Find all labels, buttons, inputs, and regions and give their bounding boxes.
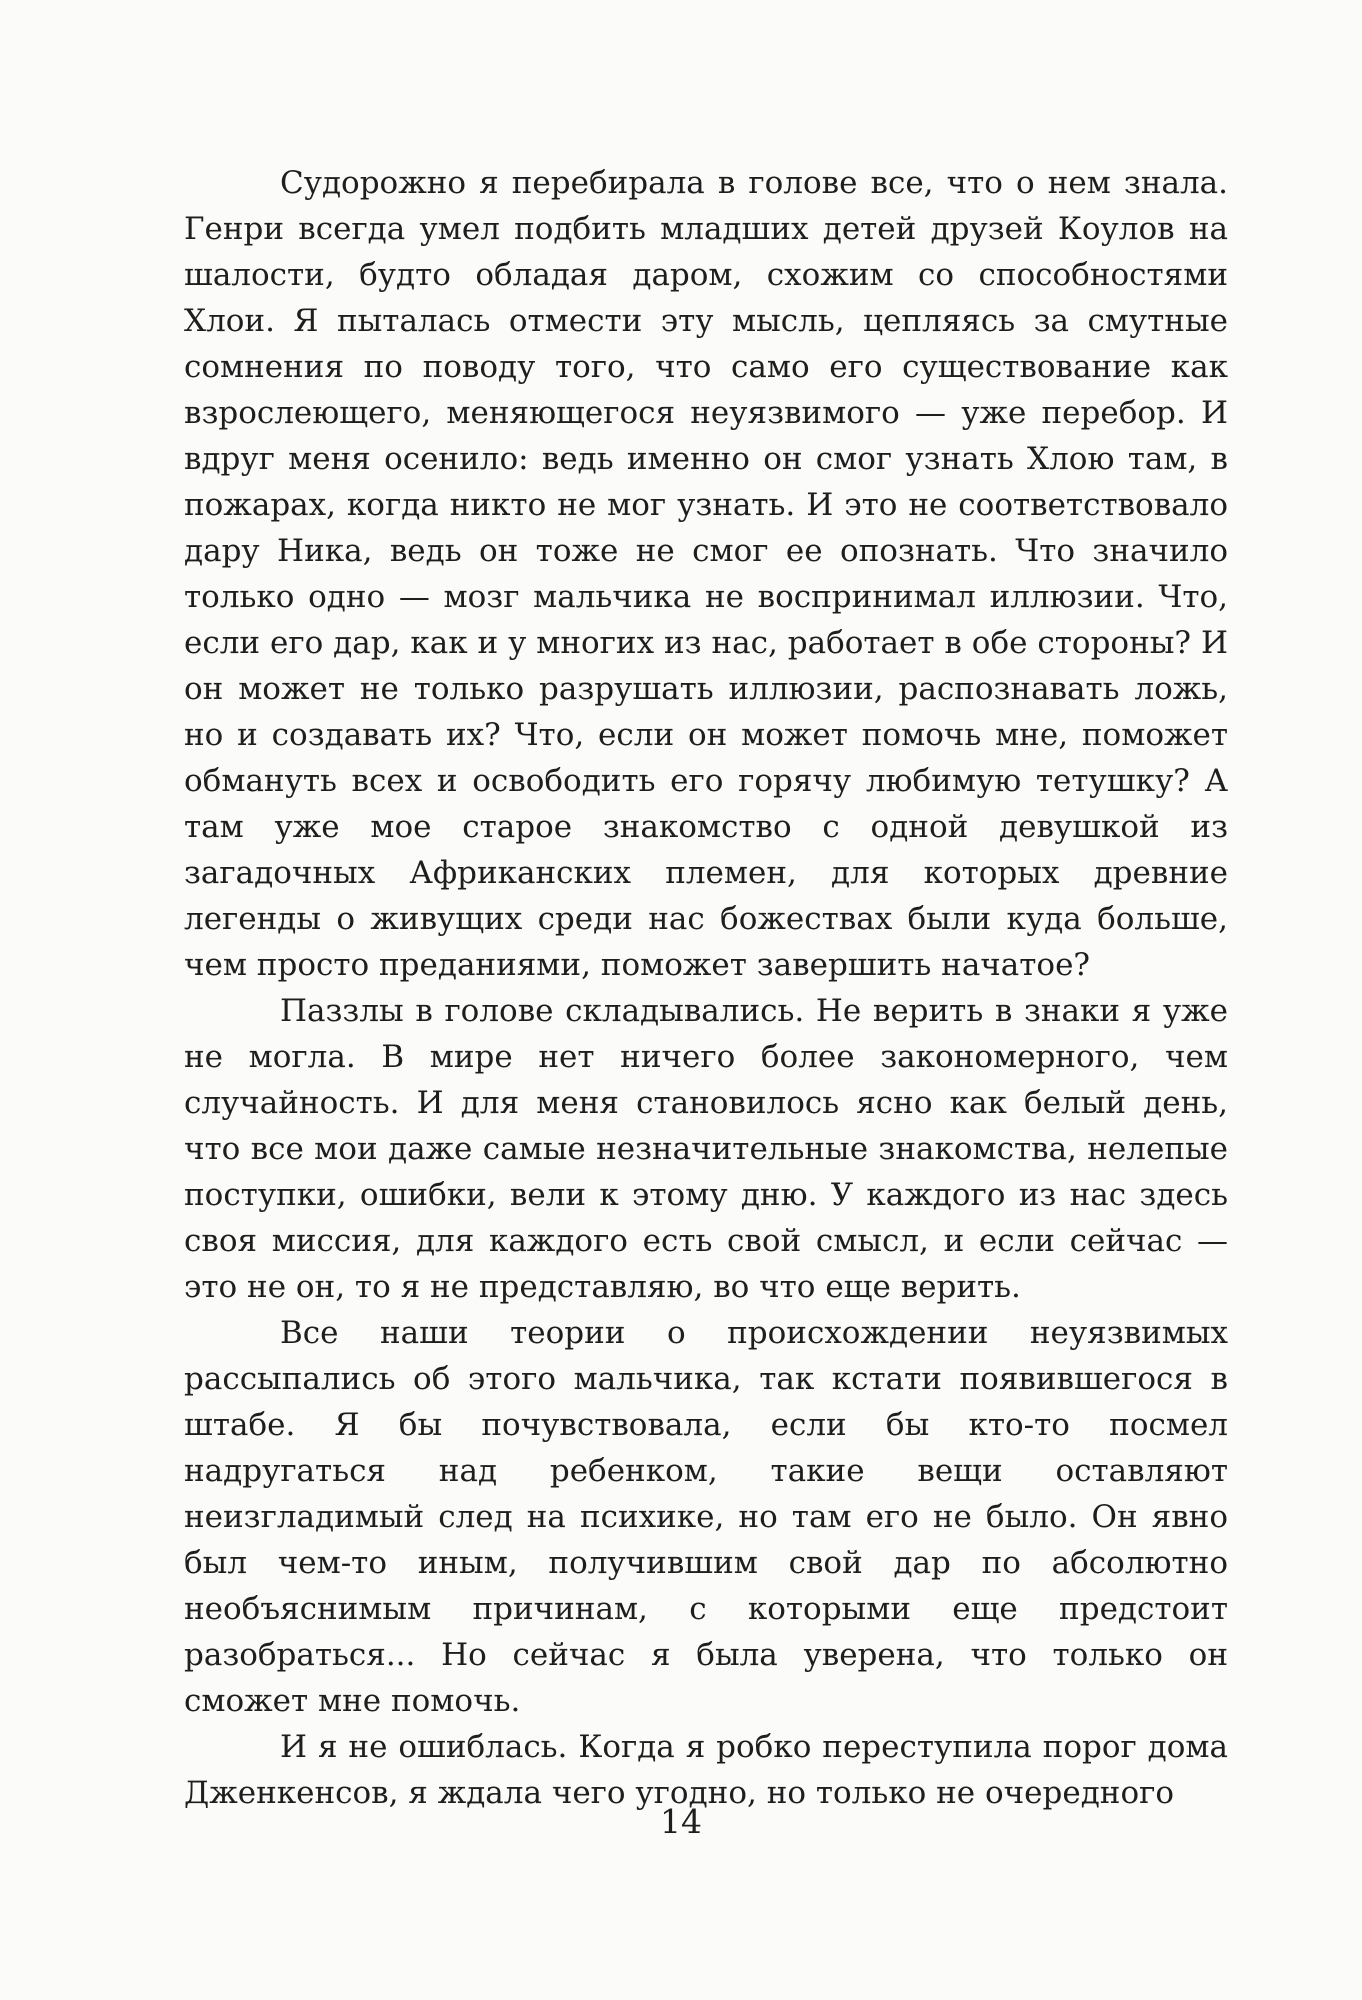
paragraph: Судорожно я перебирала в голове все, что о нем знала. Генри всегда умел подбить младших детей друзей Коулов на шалости, будто обладая даром, схожим со способностями Хлои. Я пыталась отмести эту мысль, цепляясь за смутные сомнения по поводу того, что само его существование как взрослеющего, меняющегося неуязвимого — уже перебор. И вдруг меня осенило: ведь именно он смог узнать Хлою там, в пожарах, когда никто не мог узнать. И это не соответствовало дару Ника, ведь он тоже не смог ее опознать. Что значило только одно — мозг мальчика не воспринимал иллюзии. Что, если его дар, как и у многих из нас, работает в обе стороны? И он может не только разрушать иллюзии, распознавать ложь, но и создавать их? Что, если он может помочь мне, поможет обмануть всех и освободить его горячу любимую тетушку? А там уже мое старое знакомство с одной девушкой из загадочных Африканских племен, для которых древние легенды о живущих среди нас божествах были куда больше, чем просто преданиями, поможет завершить начатое? <box>184 165 1228 983</box>
paragraph: Паззлы в голове складывались. Не верить в знаки я уже не могла. В мире нет ничего более закономерного, чем случайность. И для меня становилось ясно как белый день, что все мои даже самые незначительные знакомства, нелепые поступки, ошибки, вели к этому дню. У каждого из нас здесь своя миссия, для каждого есть свой смысл, и если сейчас — это не он, то я не представляю, во что еще верить. <box>184 993 1228 1305</box>
paragraph: Все наши теории о происхождении неуязвимых рассыпались об этого мальчика, так кстати появившегося в штабе. Я бы почувствовала, если бы кто-то посмел надругаться над ребенком, такие вещи оставляют неизгладимый след на психике, но там его не было. Он явно был чем-то иным, получившим свой дар по абсолютно необъяснимым причинам, с которыми еще предстоит разобраться... Но сейчас я была уверена, что только он сможет мне помочь. <box>184 1315 1228 1719</box>
page-number: 14 <box>660 1802 702 1841</box>
paragraph: И я не ошиблась. Когда я робко переступила порог дома Дженкенсов, я ждала чего угодно, но только не очередного <box>184 1729 1228 1811</box>
page-body <box>184 160 1228 1816</box>
